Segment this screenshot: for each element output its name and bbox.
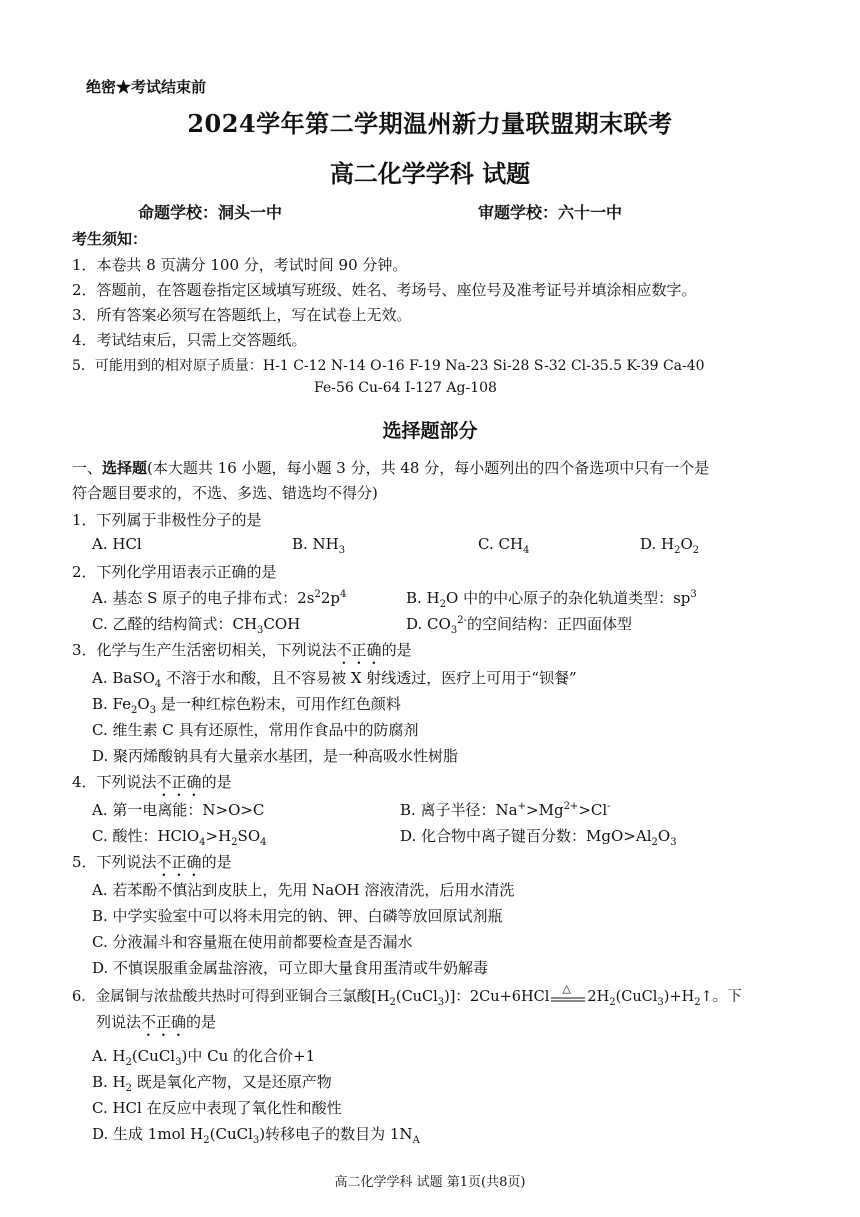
section-title: 选择题部分 — [382, 420, 478, 442]
q2-option-c: C. 乙醛的结构简式：$CH_3COH$ — [92, 615, 301, 636]
q5-option-d: D. 不慎误服重金属盐溶液，可立即大量食用蛋清或牛奶解毒 — [92, 959, 489, 977]
q1-option-c: C. $CH_4$ — [478, 535, 530, 556]
q4-option-c: C. 酸性：$HClO_4>H_2SO_4$ — [92, 827, 267, 848]
emphasis-mark: 不正确 — [336, 641, 382, 659]
q6-option-a: A. $H_2(CuCl_3)$中 Cu 的化合价+1 — [92, 1047, 316, 1068]
question-5-stem: 5．下列说法不正确的是 — [72, 853, 232, 871]
question-6-stem-line2: 列说法不正确的是 — [96, 1013, 217, 1031]
notice-heading: 考生须知： — [72, 230, 148, 248]
part-prefix: 一、 — [72, 459, 103, 477]
q2-option-b: B. $H_2O$ 中的中心原子的杂化轨道类型：$sp^3$ — [406, 589, 697, 610]
reviewer-school: 审题学校：六十一中 — [478, 203, 623, 222]
q5-option-a: A. 若苯酚不慎沾到皮肤上，先用 NaOH 溶液清洗，后用水清洗 — [92, 881, 515, 899]
exam-title: 2024学年第二学期温州新力量联盟期末联考 — [187, 109, 673, 138]
q3-option-c: C. 维生素 C 具有还原性，常用作食品中的防腐剂 — [92, 721, 419, 739]
question-1-stem: 1．下列属于非极性分子的是 — [72, 511, 262, 529]
q3-option-d: D. 聚丙烯酸钠具有大量亲水基团，是一种高吸水性树脂 — [92, 747, 459, 765]
q2-option-d: D. $CO_3^{2-}$的空间结构：正四面体型 — [406, 615, 632, 636]
emphasis-mark: 不正确 — [156, 853, 202, 871]
question-3-stem: 3．化学与生产生活密切相关，下列说法不正确的是 — [72, 641, 412, 659]
emphasis-mark: 不正确 — [141, 1013, 187, 1031]
q5-option-b: B. 中学实验室中可以将未用完的钠、钾、白磷等放回原试剂瓶 — [92, 907, 503, 925]
q4-option-d: D. 化合物中离子键百分数：$MgO>Al_2O_3$ — [400, 827, 677, 848]
q6-option-b: B. $H_2$ 既是氧化产物，又是还原产物 — [92, 1073, 332, 1094]
proposer-school: 命题学校：洞头一中 — [138, 203, 283, 222]
q1-option-a: A. HCl — [92, 535, 142, 553]
notice-item: 3．所有答案必须写在答题纸上，写在试卷上无效。 — [72, 306, 412, 324]
q5-option-c: C. 分液漏斗和容量瓶在使用前都要检查是否漏水 — [92, 933, 413, 951]
notice-item: 4．考试结束后，只需上交答题纸。 — [72, 331, 307, 349]
q6-option-c: C. HCl 在反应中表现了氧化性和酸性 — [92, 1099, 342, 1117]
notice-item: Fe-56 Cu-64 I-127 Ag-108 — [314, 380, 497, 396]
part-label: 选择题 — [102, 459, 148, 477]
notice-item: 5．可能用到的相对原子质量：H-1 C-12 N-14 O-16 F-19 Na-23 Si-28 S-32 Cl-35.5 K-39 Ca-40 — [72, 358, 705, 374]
notice-item: 1．本卷共 8 页满分 100 分，考试时间 90 分钟。 — [72, 256, 408, 274]
q4-option-b: B. 离子半径：$Na^+>Mg^{2+}>Cl^-$ — [400, 801, 611, 819]
secret-mark: 绝密★考试结束前 — [86, 78, 207, 96]
q6-option-d: D. 生成 1mol $H_2(CuCl_3)$转移电子的数目为 $1N_A$ — [92, 1125, 420, 1146]
q1-option-b: B. $NH_3$ — [292, 535, 346, 556]
q2-option-a: A. 基态 S 原子的电子排布式：$2s^22p^4$ — [92, 589, 347, 607]
subject-title: 高二化学学科 试题 — [329, 159, 531, 188]
q3-option-b: B. $Fe_2O_3$ 是一种红棕色粉末，可用作红色颜料 — [92, 695, 401, 716]
question-2-stem: 2．下列化学用语表示正确的是 — [72, 563, 277, 581]
page-footer: 高二化学学科 试题 第1页(共8页) — [334, 1175, 526, 1190]
question-6-stem: 6．金属铜与浓盐酸共热时可得到亚铜合三氯酸$[H_2(CuCl_3)]$：2Cu+6HCl △ $2H_2(CuCl_3)+H_2↑$。下 — [72, 982, 742, 1008]
question-4-stem: 4．下列说法不正确的是 — [72, 773, 232, 791]
notice-item: 2．答题前，在答题卷指定区域填写班级、姓名、考场号、座位号及准考证号并填涂相应数字。 — [72, 281, 697, 299]
q3-option-a: A. BaSO$_4$ 不溶于水和酸，且不容易被 X 射线透过，医疗上可用于“钡餐” — [92, 669, 577, 690]
emphasis-mark: 不正确 — [156, 773, 202, 791]
part-one-intro-line2: 符合题目要求的，不选、多选、错选均不得分) — [72, 484, 378, 502]
heating-condition-arrow: △ — [562, 982, 571, 995]
q4-option-a: A. 第一电离能：N>O>C — [92, 801, 265, 819]
part-desc: (本大题共 16 小题，每小题 3 分，共 48 分，每小题列出的四个备选项中只有一个是 — [147, 459, 710, 477]
q1-option-d: D. $H_2O_2$ — [640, 535, 700, 556]
part-one-intro — [72, 457, 709, 478]
